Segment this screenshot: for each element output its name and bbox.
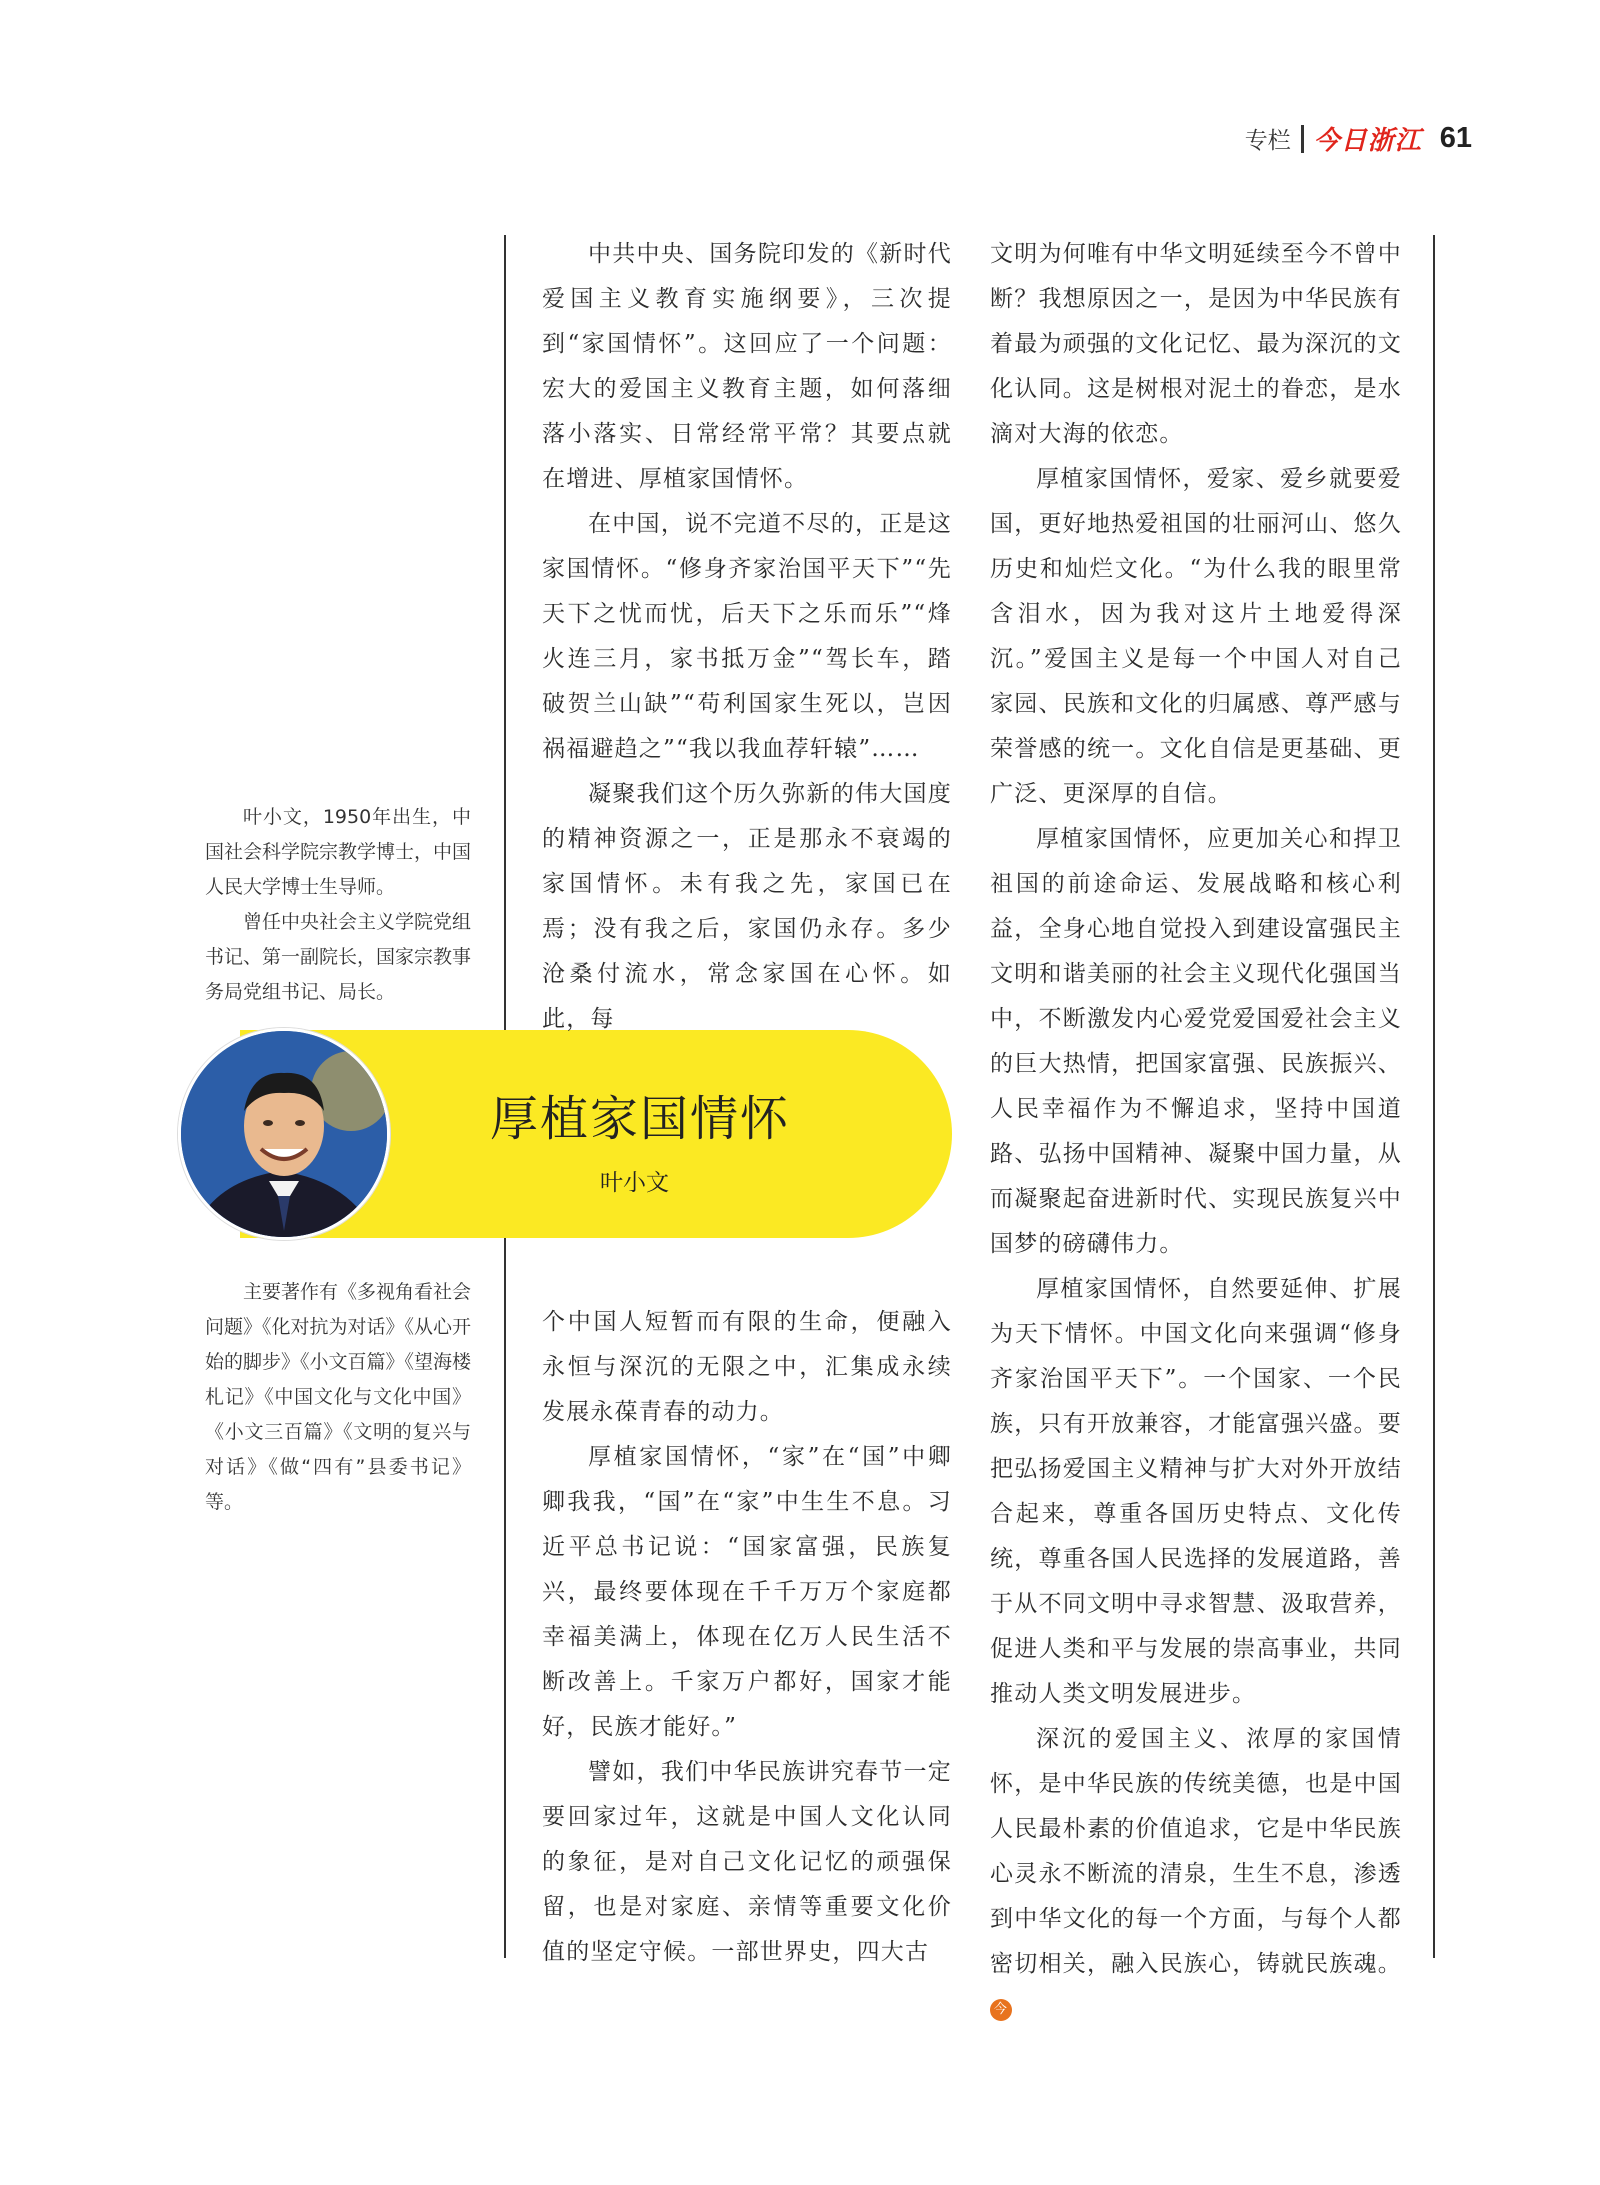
article-author: 叶小文 bbox=[600, 1170, 669, 1196]
paragraph: 凝聚我们这个历久弥新的伟大国度的精神资源之一，正是那永不衰竭的家国情怀。未有我之先，家国已在焉；没有我之后，家国仍永存。多少沧桑付流水，常念家国在心怀。如此，每 bbox=[542, 781, 952, 1032]
page-header bbox=[1245, 120, 1472, 157]
end-mark-icon: 今 bbox=[990, 1999, 1012, 2021]
article-column-right bbox=[990, 232, 1402, 2032]
paragraph: 厚植家国情怀，应更加关心和捍卫祖国的前途命运、发展战略和核心利益，全身心地自觉投入到建设富强民主文明和谐美丽的社会主义现代化强国当中，不断激发内心爱党爱国爱社会主义的巨大热情，把国家富强、民族振兴、人民幸福作为不懈追求，坚持中国道路、弘扬中国精神、凝聚中国力量，从而凝聚起奋进新时代、实现民族复兴中国梦的磅礴伟力。 bbox=[990, 826, 1402, 1257]
works-paragraph: 主要著作有《多视角看社会问题》《化对抗为对话》《从心开始的脚步》《小文百篇》《望海楼札记》《中国文化与文化中国》《小文三百篇》《文明的复兴与对话》《做“四有”县委书记》等。 bbox=[205, 1281, 472, 1513]
section-label: 专栏 bbox=[1244, 128, 1291, 154]
portrait-illustration bbox=[181, 1031, 387, 1237]
header-divider bbox=[1301, 125, 1304, 153]
column-divider-right bbox=[1433, 235, 1435, 1958]
bio-paragraph: 叶小文，1950年出生，中国社会科学院宗教学博士，中国人民大学博士生导师。 bbox=[205, 806, 472, 898]
paragraph-text: 深沉的爱国主义、浓厚的家国情怀，是中华民族的传统美德，也是中国人民最朴素的价值追求，它是中华民族心灵永不断流的清泉，生生不息，渗透到中华文化的每一个方面，与每个人都密切相关，融入民族心，铸就民族魂。 bbox=[990, 1726, 1402, 1977]
author-works bbox=[205, 1275, 471, 1520]
article-column-left-top bbox=[542, 232, 952, 1042]
paragraph: 譬如，我们中华民族讲究春节一定要回家过年，这就是中国人文化认同的象征，是对自己文化记忆的顽强保留，也是对家庭、亲情等重要文化价值的坚定守候。一部世界史，四大古 bbox=[542, 1759, 952, 1965]
page-number: 61 bbox=[1439, 122, 1472, 154]
author-bio bbox=[205, 800, 471, 1010]
column-divider-left bbox=[504, 235, 506, 1030]
brand-logo: 今日浙江 bbox=[1313, 126, 1422, 156]
author-photo bbox=[178, 1028, 390, 1240]
paragraph: 厚植家国情怀，自然要延伸、扩展为天下情怀。中国文化向来强调“修身齐家治国平天下”。一个国家、一个民族，只有开放兼容，才能富强兴盛。要把弘扬爱国主义精神与扩大对外开放结合起来，尊重各国历史特点、文化传统，尊重各国人民选择的发展道路，善于从不同文明中寻求智慧、汲取营养，促进人类和平与发展的崇高事业，共同推动人类文明发展进步。 bbox=[990, 1276, 1402, 1707]
article-title: 厚植家国情怀 bbox=[490, 1091, 791, 1147]
paragraph: 厚植家国情怀，爱家、爱乡就要爱国，更好地热爱祖国的壮丽河山、悠久历史和灿烂文化。“为什么我的眼里常含泪水，因为我对这片土地爱得深沉。”爱国主义是每一个中国人对自己家园、民族和文化的归属感、尊严感与荣誉感的统一。文化自信是更基础、更广泛、更深厚的自信。 bbox=[990, 466, 1402, 807]
paragraph: 厚植家国情怀，“家”在“国”中卿卿我我，“国”在“家”中生生不息。习近平总书记说：“国家富强，民族复兴，最终要体现在千千万万个家庭都幸福美满上，体现在亿万人民生活不断改善上。千家万户都好，国家才能好，民族才能好。” bbox=[542, 1444, 952, 1740]
paragraph: 文明为何唯有中华文明延续至今不曾中断？我想原因之一，是因为中华民族有着最为顽强的文化记忆、最为深沉的文化认同。这是树根对泥土的眷恋，是水滴对大海的依恋。 bbox=[990, 241, 1402, 447]
paragraph-final bbox=[990, 1717, 1402, 2032]
column-divider-left-lower bbox=[504, 1238, 506, 1958]
bio-paragraph: 曾任中央社会主义学院党组书记、第一副院长，国家宗教事务局党组书记、局长。 bbox=[205, 911, 472, 1003]
paragraph: 中共中央、国务院印发的《新时代爱国主义教育实施纲要》，三次提到“家国情怀”。这回应了一个问题：宏大的爱国主义教育主题，如何落细落小落实、日常经常平常？其要点就在增进、厚植家国情怀。 bbox=[542, 241, 952, 492]
paragraph: 在中国，说不完道不尽的，正是这家国情怀。“修身齐家治国平天下”“先天下之忧而忧，后天下之乐而乐”“烽火连三月，家书抵万金”“驾长车，踏破贺兰山缺”“苟利国家生死以，岂因祸福避趋之”“我以我血荐轩辕”…… bbox=[542, 511, 952, 762]
paragraph: 个中国人短暂而有限的生命，便融入永恒与深沉的无限之中，汇集成永续发展永葆青春的动力。 bbox=[542, 1309, 952, 1425]
article-column-left-bottom bbox=[542, 1300, 952, 1975]
